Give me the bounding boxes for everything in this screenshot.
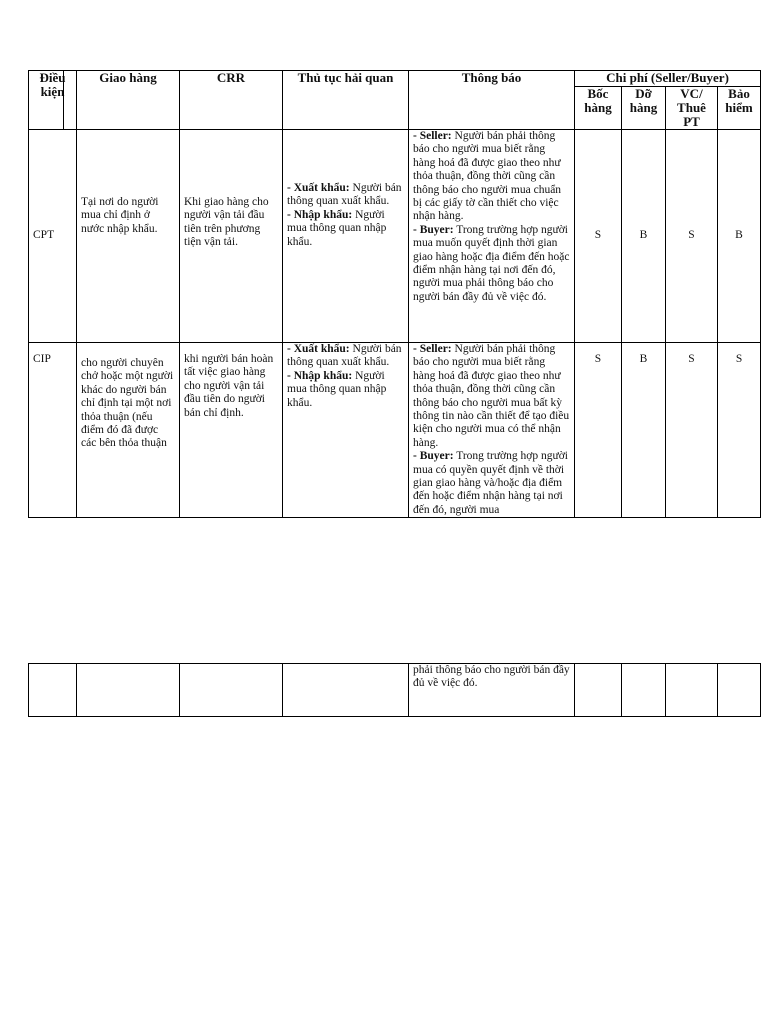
notice-cell: phải thông báo cho người bán đầy đủ về việc đó. — [409, 664, 575, 717]
cost-vc-thue: S — [666, 130, 718, 343]
cost-bao-hiem: B — [718, 130, 761, 343]
table-row — [29, 343, 761, 518]
table-row — [29, 130, 761, 343]
customs-cell — [283, 664, 409, 717]
term-cell: CPT — [29, 130, 77, 343]
term-cell — [29, 664, 77, 717]
delivery-cell — [77, 664, 180, 717]
term-cell: CIP — [29, 343, 77, 518]
cost-do-hang — [622, 664, 666, 717]
customs-cell: - Xuất khẩu: Người bán thông quan xuất khẩu. - Nhập khẩu: Người mua thông quan nhập khẩu. — [283, 343, 409, 518]
delivery-cell: cho người chuyên chở hoặc một người khác do người bán chỉ định tại một nơi thỏa thuận (nếu điểm đó đã được các bên thỏa thuận — [77, 343, 180, 518]
cost-boc-hang: S — [575, 343, 622, 518]
header-boc-hang: Bốc hàng — [575, 87, 622, 130]
header-giao-hang: Giao hàng — [77, 71, 180, 130]
header-chi-phi: Chi phí (Seller/Buyer) — [575, 71, 761, 87]
incoterms-table-continuation — [28, 663, 761, 717]
incoterms-table — [28, 70, 761, 518]
cost-vc-thue — [666, 664, 718, 717]
header-vc-thue-pt: VC/ Thuê PT — [666, 87, 718, 130]
cost-bao-hiem — [718, 664, 761, 717]
crr-cell: Khi giao hàng cho người vận tải đầu tiên trên phương tiện vận tải. — [180, 130, 283, 343]
header-bao-hiem: Bảo hiểm — [718, 87, 761, 130]
notice-cell: - Seller: Người bán phải thông báo cho người mua biết rằng hàng hoá đã được giao theo như thỏa thuận, đồng thời cũng cần thông báo cho người mua chuẩn bị các giấy tờ cần thiết cho việc nhận hàng. - Buyer: Trong trường hợp người mua muốn quyết định thời gian giao hàng hoặc địa điểm đến hoặc điểm nhận hàng tại nơi đến đó, người mua phải thông báo cho người bán đầy đủ về việc đó. — [409, 130, 575, 343]
crr-cell: khi người bán hoàn tất việc giao hàng cho người vận tải đầu tiên do người bán chỉ định. — [180, 343, 283, 518]
cost-boc-hang: S — [575, 130, 622, 343]
table-row — [29, 664, 761, 717]
customs-cell: - Xuất khẩu: Người bán thông quan xuất khẩu. - Nhập khẩu: Người mua thông quan nhập khẩu. — [283, 130, 409, 343]
cost-do-hang: B — [622, 130, 666, 343]
header-thu-tuc-hai-quan: Thủ tục hải quan — [283, 71, 409, 130]
cost-vc-thue: S — [666, 343, 718, 518]
notice-cell: - Seller: Người bán phải thông báo cho người mua biết rằng hàng hoá đã được giao theo như thỏa thuận, đồng thời cũng cần thông báo cho người mua bất kỳ thông tin nào cần thiết để tạo điều kiện cho người mua có thể nhận hàng. - Buyer: Trong trường hợp người mua có quyền quyết định về thời gian giao hàng và/hoặc địa điểm đến hoặc điểm nhận hàng tại nơi đến đó, người mua — [409, 343, 575, 518]
header-crr: CRR — [180, 71, 283, 130]
crr-cell — [180, 664, 283, 717]
header-do-hang: Dỡ hàng — [622, 87, 666, 130]
cost-boc-hang — [575, 664, 622, 717]
cost-do-hang: B — [622, 343, 666, 518]
header-thong-bao: Thông báo — [409, 71, 575, 130]
delivery-cell: Tại nơi do người mua chỉ định ở nước nhập khẩu. — [77, 130, 180, 343]
header-dieu-kien: Điều kiện — [29, 71, 77, 130]
cost-bao-hiem: S — [718, 343, 761, 518]
